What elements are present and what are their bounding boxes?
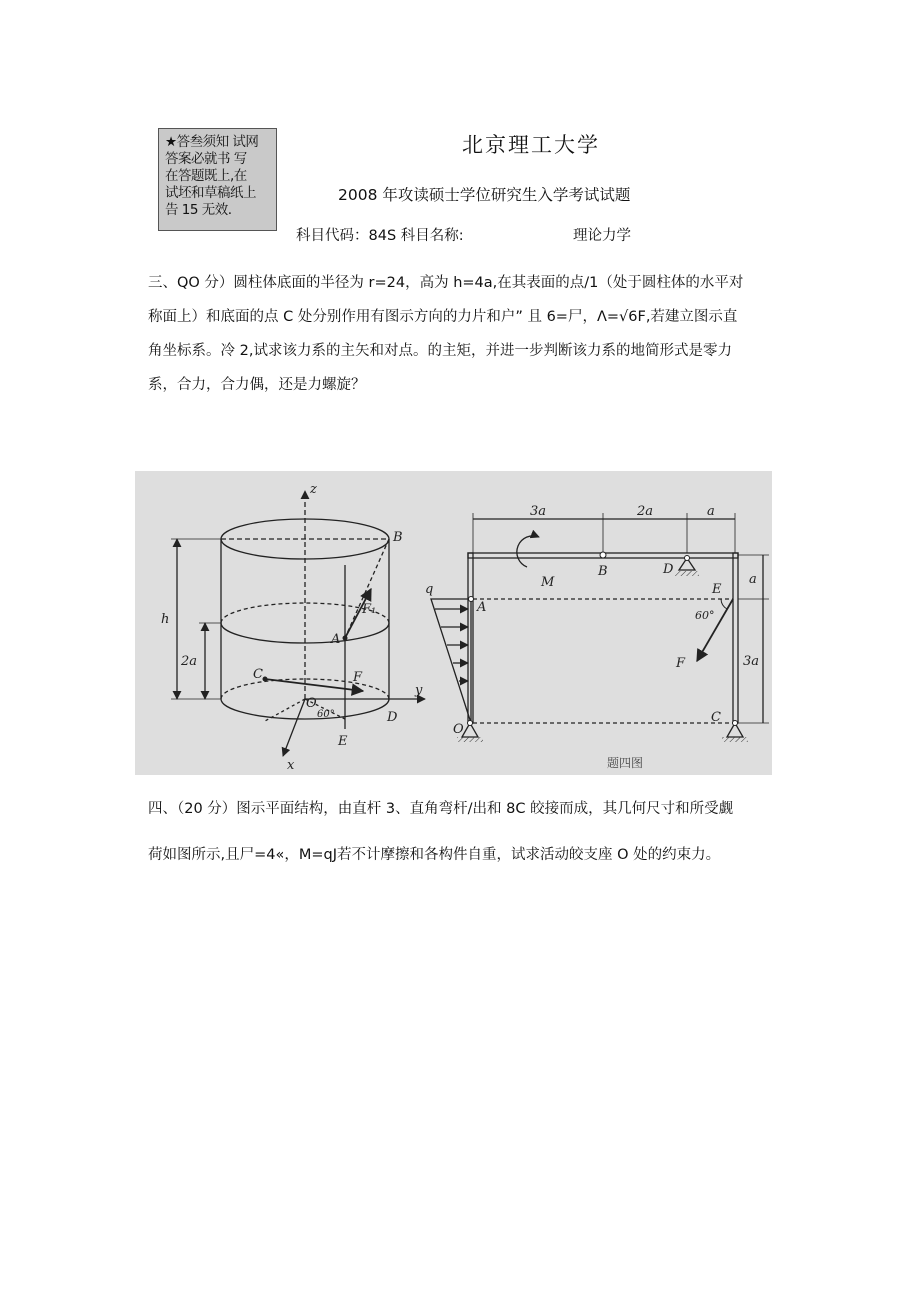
- notice-line: ★答叁须知 试网: [165, 134, 259, 150]
- exam-notice-box: [158, 128, 277, 231]
- hinge-d: [685, 556, 690, 561]
- question-4-line: 荷如图所示,且尸=4«，M=qJ若不计摩擦和各构件自重，试求活动皎支座 O 处的约束力。: [148, 847, 721, 863]
- label-b-right: B: [598, 564, 608, 579]
- label-c-right: C: [711, 710, 721, 725]
- label-2a-top: 2a: [637, 504, 654, 519]
- distributed-load: [431, 599, 471, 723]
- label-c: C: [253, 667, 263, 682]
- hinge-a: [469, 597, 474, 602]
- label-a-right: A: [477, 600, 487, 615]
- label-f: F: [353, 670, 363, 685]
- label-3a-right: 3a: [743, 654, 760, 669]
- label-e: E: [338, 734, 348, 749]
- question-3-line: 系，合力，合力偶，还是力螺旋？: [148, 377, 366, 393]
- cylinder-bottom-front: [221, 699, 389, 719]
- label-3a-top: 3a: [530, 504, 547, 519]
- moment-arc: [517, 536, 539, 567]
- notice-line: 告 15 无效.: [165, 202, 232, 218]
- label-h: h: [161, 612, 170, 627]
- frame-diagram: [431, 513, 769, 742]
- figure-caption: 题四图: [607, 756, 644, 770]
- label-x: x: [287, 758, 295, 773]
- notice-line: 答案必就书 写: [165, 151, 247, 167]
- subject-name: 理论力学: [573, 228, 631, 244]
- hinge-c: [733, 721, 738, 726]
- subject-line: 科目代码：84S 科目名称:: [296, 228, 464, 244]
- university-name: 北京理工大学: [462, 133, 600, 157]
- label-e-right: E: [712, 582, 722, 597]
- label-b: B: [393, 530, 403, 545]
- x-axis: [283, 699, 305, 756]
- label-a: A: [331, 632, 341, 647]
- base-radius: [265, 699, 305, 721]
- label-d-right: D: [663, 562, 674, 577]
- angle-arc: [721, 599, 727, 609]
- label-a-top: a: [707, 504, 715, 519]
- hinge-o: [468, 721, 473, 726]
- hinge-b: [600, 552, 606, 558]
- question-4-line: 四、（20 分）图示平面结构，由直杆 3、直角弯杆/出和 8C 皎接而成，其几何尺寸和所受觑: [148, 801, 734, 817]
- label-o: O: [306, 696, 317, 711]
- label-m: M: [541, 575, 555, 590]
- notice-line: 试坯和草稿纸上: [165, 185, 256, 201]
- label-f1: F₁: [362, 602, 377, 617]
- label-a-right-dim: a: [749, 572, 757, 587]
- point-a: [343, 636, 348, 641]
- notice-line: 在答题既上,在: [165, 168, 247, 184]
- mechanics-figure: [135, 471, 772, 775]
- point-c: [263, 677, 268, 682]
- exam-title: 2008 年攻读硕士学位研究生入学考试试题: [338, 186, 631, 204]
- question-4: [148, 786, 788, 878]
- question-3-line: 称面上）和底面的点 C 处分别作用有图示方向的力片和户” 且 6=尸，Λ=√6F,若建立图示直: [148, 309, 738, 325]
- ground-d: [675, 571, 699, 576]
- label-angle-right: 60°: [695, 609, 715, 622]
- label-q: q: [425, 582, 434, 597]
- label-z: z: [310, 482, 317, 497]
- label-f-right: F: [676, 656, 686, 671]
- force-f-arrow: [265, 679, 363, 691]
- label-2a: 2a: [181, 654, 198, 669]
- question-3-line: 角坐标系。冷 2,试求该力系的主矢和对点。的主矩，并进一步判断该力系的地简形式是零力: [148, 343, 732, 359]
- ground-o: [457, 737, 483, 742]
- figure-svg: [135, 471, 772, 775]
- label-d: D: [387, 710, 398, 725]
- ground-c: [722, 737, 748, 742]
- label-angle-left: 60°: [317, 709, 335, 720]
- label-y: y: [415, 683, 423, 698]
- question-3: [148, 266, 788, 402]
- right-column: [733, 553, 738, 723]
- label-o-right: O: [453, 722, 464, 737]
- question-3-line: 三、QO 分）圆柱体底面的半径为 r=24，高为 h=4a,在其表面的点/1（处于圆柱体的水平对: [148, 275, 744, 291]
- dashed-b-to-a: [345, 539, 389, 638]
